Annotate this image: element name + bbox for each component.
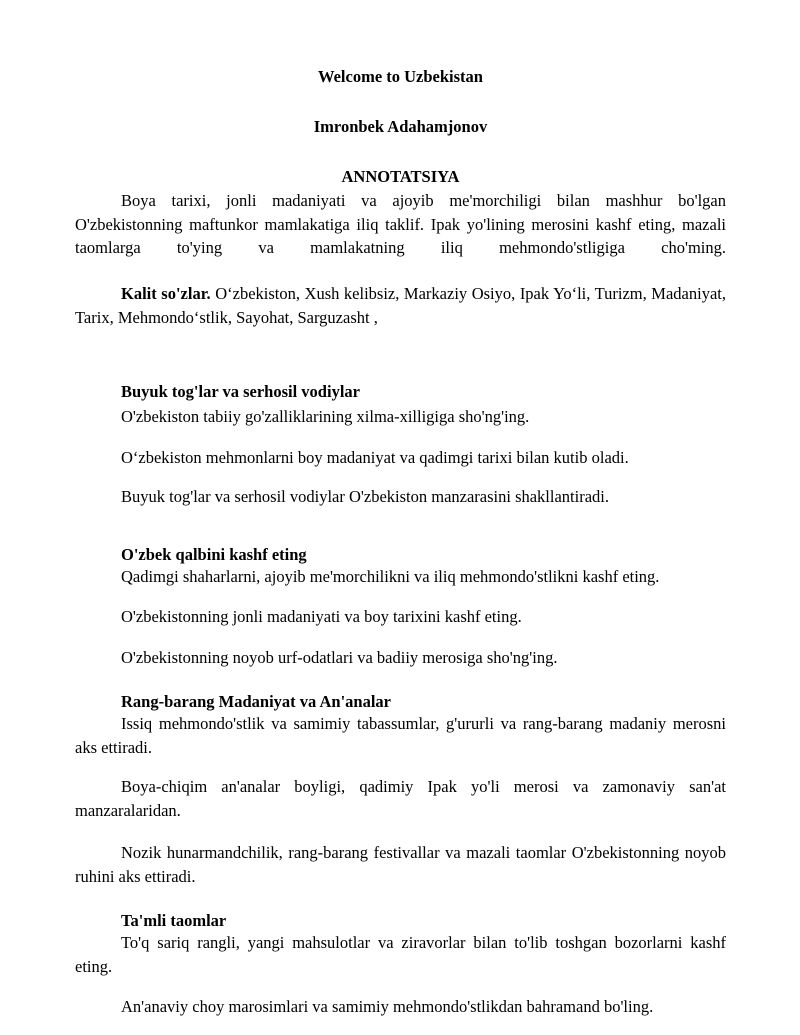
section-paragraph: Buyuk tog'lar va serhosil vodiylar O'zbekiston manzarasini shakllantiradi. [121, 487, 609, 506]
section-paragraph: O'zbekiston tabiiy go'zalliklarining xilma-xilligiga sho'ng'ing. [121, 407, 530, 426]
annotation-heading: ANNOTATSIYA [341, 167, 460, 186]
section-paragraph: O'zbekistonning jonli madaniyati va boy tarixini kashf eting. [121, 607, 522, 626]
author-name: Imronbek Adahamjonov [313, 117, 488, 136]
section-paragraph: Nozik hunarmandchilik, rang-barang festivallar va mazali taomlar O'zbekistonning noyob ruhini aks ettiradi. [75, 843, 726, 886]
section-paragraph: Issiq mehmondo'stlik va samimiy tabassumlar, g'ururli va rang-barang madaniy merosni aks ettiradi. [75, 714, 726, 757]
section-paragraph: Qadimgi shaharlarni, ajoyib me'morchilikni va iliq mehmondo'stlikni kashf eting. [121, 567, 660, 586]
keywords-label: Kalit so'zlar. [121, 284, 211, 303]
section-paragraph: O‘zbekiston mehmonlarni boy madaniyat va qadimgi tarixi bilan kutib oladi. [121, 448, 629, 467]
keywords-text: O‘zbekiston, Xush kelibsiz, Markaziy Osiyo, Ipak Yo‘li, Turizm, Madaniyat, Tarix, Mehmondo‘stlik, Sayohat, Sarguzasht , [75, 284, 726, 327]
section-paragraph: An'anaviy choy marosimlari va samimiy mehmondo'stlikdan bahramand bo'ling. [121, 997, 654, 1016]
section-heading: Buyuk tog'lar va serhosil vodiylar [121, 382, 360, 401]
keywords-paragraph [75, 282, 726, 329]
section-heading: Ta'mli taomlar [121, 911, 227, 930]
section-paragraph: O'zbekistonning noyob urf-odatlari va badiiy merosiga sho'ng'ing. [121, 648, 558, 667]
section-paragraph: To'q sariq rangli, yangi mahsulotlar va ziravorlar bilan to'lib toshgan bozorlarni kashf eting. [75, 933, 726, 976]
section-heading: Rang-barang Madaniyat va An'analar [121, 692, 391, 711]
document-title: Welcome to Uzbekistan [318, 67, 483, 86]
section-heading: O'zbek qalbini kashf eting [121, 545, 307, 564]
annotation-text: Boya tarixi, jonli madaniyati va ajoyib me'morchiligi bilan mashhur bo'lgan O'zbekistonning maftunkor mamlakatiga iliq taklif. Ipak yo'lining merosini kashf eting, mazali taomlarga to'ying va mamlakatning iliq mehmondo'stligiga cho'ming. [75, 191, 726, 257]
section-paragraph: Boya-chiqim an'analar boyligi, qadimiy Ipak yo'li merosi va zamonaviy san'at manzaralaridan. [75, 777, 726, 820]
